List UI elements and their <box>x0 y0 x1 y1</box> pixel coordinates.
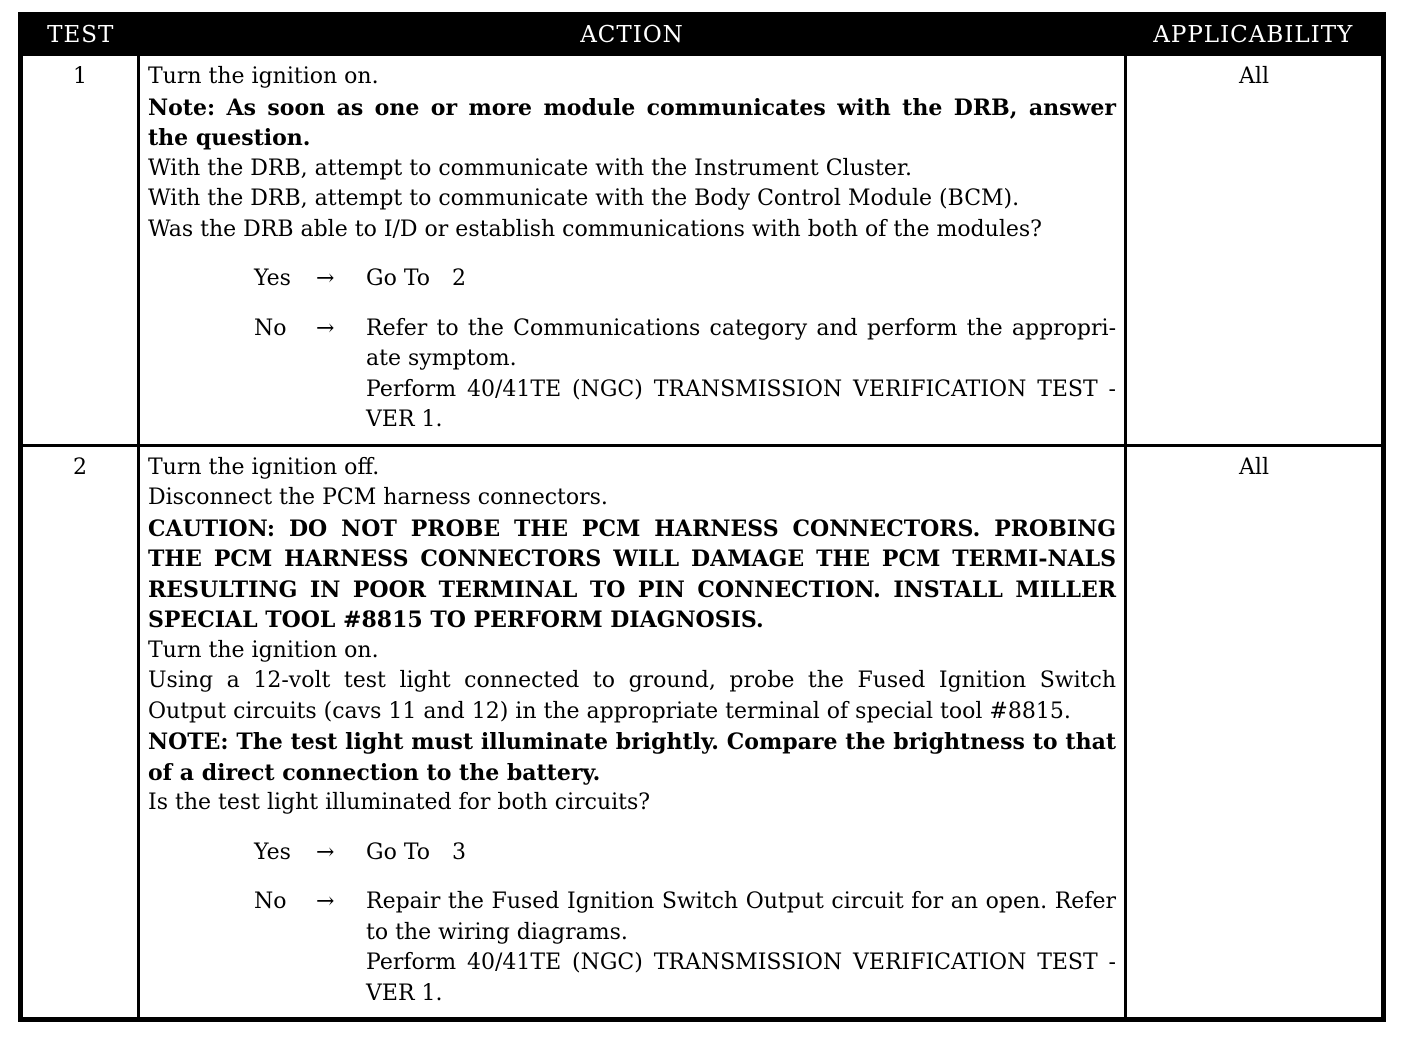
note-text: NOTE: The test light must illuminate brightly. Compare the brightness to that of a direct connection to the battery. <box>148 729 1116 786</box>
no-answer <box>254 887 1116 1009</box>
header-action: ACTION <box>139 15 1126 55</box>
action-step: Using a 12-volt test light connected to ground, probe the Fused Ignition Switch Output circuits (cavs 11 and 12) in the appropriate terminal of special tool #8815. <box>148 668 1116 724</box>
test-number: 2 <box>21 445 139 1020</box>
right-arrow-icon: → <box>316 889 335 914</box>
no-result <box>366 887 1116 1009</box>
action-step: Turn the ignition on. <box>148 637 379 663</box>
goto-label: Go To <box>366 839 431 865</box>
action-step: Turn the ignition on. <box>148 64 379 89</box>
no-instruction: Repair the Fused Ignition Switch Output circuit for an open. Refer to the wiring diagrams. <box>366 889 1116 945</box>
table-row <box>21 55 1384 446</box>
yes-result <box>366 838 1116 869</box>
no-result <box>366 314 1116 436</box>
applicability-value: All <box>1126 55 1384 446</box>
no-answer <box>254 314 1116 436</box>
right-arrow-icon: → <box>316 839 335 865</box>
yes-label: Yes <box>254 839 291 865</box>
header-row <box>21 15 1384 55</box>
test-number: 1 <box>21 55 139 446</box>
verification-instruction: Perform 40/41TE (NGC) TRANSMISSION VERIFICATION TEST - VER 1. <box>366 950 1116 1006</box>
yes-answer <box>254 838 1116 869</box>
table-row <box>21 445 1384 1020</box>
no-label: No <box>254 315 287 341</box>
yes-answer <box>254 264 1116 295</box>
caution-text: CAUTION: DO NOT PROBE THE PCM HARNESS CONNECTORS. PROBING THE PCM HARNESS CONNECTORS WILL DAMAGE THE PCM TERMI-NALS RESULTING IN POOR TERMINAL TO PIN CONNECTION. INSTALL MILLER SPECIAL TOOL #8815 TO PERFORM DIAGNOSIS. <box>148 515 1116 633</box>
question-text: Is the test light illuminated for both circuits? <box>148 790 651 815</box>
goto-number: 2 <box>452 266 467 291</box>
goto-label: Go To <box>366 266 431 291</box>
right-arrow-icon: → <box>316 266 335 291</box>
header-applicability: APPLICABILITY <box>1126 15 1384 55</box>
applicability-value: All <box>1126 445 1384 1020</box>
no-instruction: Refer to the Communications category and perform the appropri-ate symptom. <box>366 315 1116 371</box>
yes-result <box>366 264 1116 295</box>
verification-instruction: Perform 40/41TE (NGC) TRANSMISSION VERIFICATION TEST - VER 1. <box>366 376 1116 432</box>
yes-label: Yes <box>254 266 291 291</box>
action-step: With the DRB, attempt to communicate with the Instrument Cluster. <box>148 155 913 181</box>
action-step: Turn the ignition off. <box>148 454 380 480</box>
diagnostic-table <box>18 12 1386 1022</box>
action-cell <box>139 445 1126 1020</box>
action-step: Disconnect the PCM harness connectors. <box>148 485 608 510</box>
right-arrow-icon: → <box>316 315 335 341</box>
header-test: TEST <box>21 15 139 55</box>
no-label: No <box>254 889 287 914</box>
goto-number: 3 <box>452 839 467 865</box>
action-cell <box>139 55 1126 446</box>
action-step: With the DRB, attempt to communicate with the Body Control Module (BCM). <box>148 186 1020 211</box>
question-text: Was the DRB able to I/D or establish communications with both of the modules? <box>148 216 1042 242</box>
note-text: Note: As soon as one or more module communicates with the DRB, answer the question. <box>148 94 1116 151</box>
